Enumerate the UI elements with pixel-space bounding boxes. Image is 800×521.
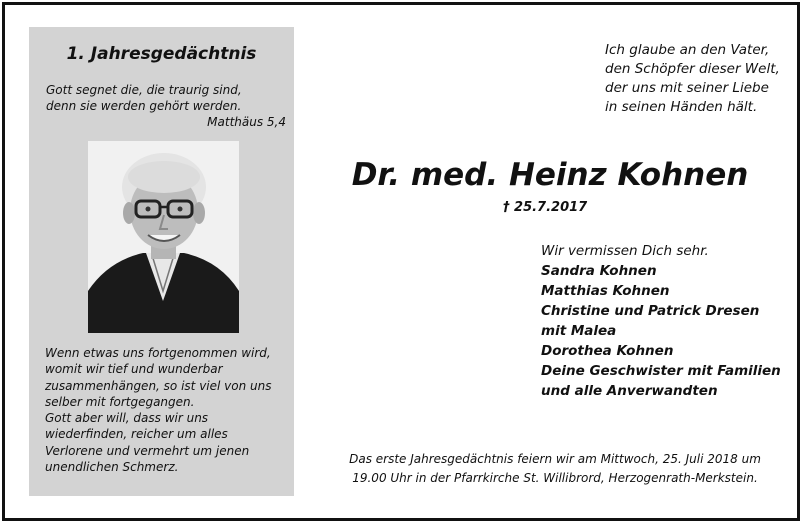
verse-line: denn sie werden gehört werden. [46,99,242,113]
family-list [541,241,781,401]
footer-line: Das erste Jahresgedächtnis feiern wir am Mittwoch, 25. Juli 2018 um [349,452,761,466]
family-member: Dorothea Kohnen [541,343,674,359]
quote-line: der uns mit seiner Liebe [605,80,769,96]
poem [45,345,290,475]
notice-frame [2,2,800,521]
faith-quote [605,41,780,117]
quote-line: Ich glaube an den Vater, [605,42,770,58]
family-member: Sandra Kohnen [541,263,657,279]
sidebar-panel [29,27,294,496]
portrait-photo [88,141,239,333]
poem-line: selber mit fortgegangen. [45,394,195,409]
verse-reference: Matthäus 5,4 [207,115,286,129]
deceased-name: Dr. med. Heinz Kohnen [351,157,749,193]
portrait-image [88,141,239,333]
family-member: und alle Anverwandten [541,383,718,399]
quote-line: den Schöpfer dieser Welt, [605,61,780,77]
quote-line: in seinen Händen hält. [605,99,758,115]
bible-verse [46,82,286,130]
service-announcement [315,450,795,488]
family-member: Matthias Kohnen [541,283,670,299]
poem-line: zusammenhängen, so ist viel von uns [45,378,272,393]
family-intro: Wir vermissen Dich sehr. [541,243,709,259]
poem-line: Verlorene und vermehrt um jenen [45,443,250,458]
family-member: mit Malea [541,323,617,339]
anniversary-title: 1. Jahresgedächtnis [66,44,257,64]
poem-line: Gott aber will, dass wir uns [45,411,209,426]
poem-line: unendlichen Schmerz. [45,460,179,475]
poem-line: Wenn etwas uns fortgenommen wird, [45,346,271,360]
family-member: Deine Geschwister mit Familien [541,363,781,379]
poem-line: womit wir tief und wunderbar [45,362,223,377]
death-date: † 25.7.2017 [503,200,588,215]
footer-line: 19.00 Uhr in der Pfarrkirche St. Willibrord, Herzogenrath-Merkstein. [352,471,758,485]
verse-line: Gott segnet die, die traurig sind, [46,83,242,97]
family-member: Christine und Patrick Dresen [541,303,760,319]
poem-line: wiederfinden, reicher um alles [45,427,228,442]
